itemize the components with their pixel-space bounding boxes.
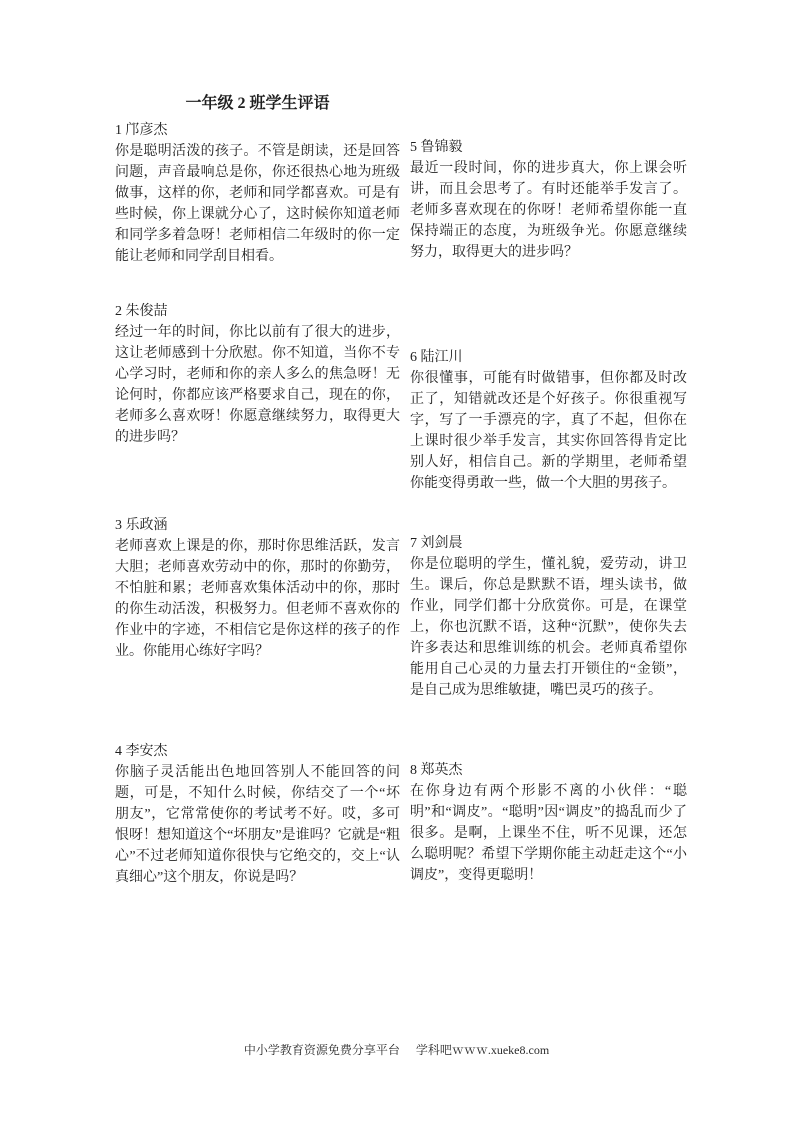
comment-text: 最近一段时间，你的进步真大，你上课会听讲，而且会思考了。有时还能举手发言了。老师多喜欢现在的你呀！老师希望你能一直保持端正的态度，为班级争光。你愿意继续努力，取得更大的进步吗？ xyxy=(410,161,687,260)
footer-site-text: 学科吧ｗｗｗ.xueke8.com xyxy=(415,1043,550,1057)
student-entry-header xyxy=(115,120,400,141)
document-title: 一年级 2 班学生评语 xyxy=(185,95,330,112)
student-entry-6 xyxy=(410,347,687,494)
student-name: 鲁锦毅 xyxy=(420,140,463,155)
student-number: 7 xyxy=(410,536,417,551)
student-entry-3 xyxy=(115,515,400,662)
student-number: 2 xyxy=(115,304,122,319)
student-entry-1 xyxy=(115,120,400,267)
student-number: 8 xyxy=(410,763,417,778)
student-entry-header xyxy=(115,301,400,322)
comment-text: 你脑子灵活能出色地回答别人不能回答的问题，可是，不知什么时候，你结交了一个“坏朋友”，它常常使你的考试考不好。哎，多可恨呀！想知道这个“坏朋友”是谁吗？它就是“粗心”不过老师知道你很快与它绝交的，交上“认真细心”这个朋友，你说是吗？ xyxy=(115,765,400,885)
comment-text: 你很懂事，可能有时做错事，但你都及时改正了，知错就改还是个好孩子。你很重视写字，写了一手漂亮的字，真了不起，但你在上课时很少举手发言，其实你回答得肯定比别人好，相信自己。新的学期里，老师希望你能变得勇敢一些，做一个大胆的男孩子。 xyxy=(410,371,687,491)
student-name: 乐政涵 xyxy=(125,518,168,533)
student-number: 4 xyxy=(115,744,122,759)
comment-text: 你是位聪明的学生，懂礼貌，爱劳动，讲卫生。课后，你总是默默不语，埋头读书，做作业，同学们都十分欣赏你。可是，在课堂上，你也沉默不语，这种“沉默”，使你失去许多表达和思维训练的机会。老师真希望你能用自己心灵的力量去打开锁住的“金锁”，是自己成为思维敏捷，嘴巴灵巧的孩子。 xyxy=(410,557,687,698)
student-entry-8 xyxy=(410,760,687,886)
student-number: 1 xyxy=(115,123,122,138)
student-number: 5 xyxy=(410,140,417,155)
footer-platform-text: 中小学教育资源免费分享平台 xyxy=(243,1043,400,1057)
comment-text: 在你身边有两个形影不离的小伙伴：“聪明”和“调皮”。“聪明”因“调皮”的捣乱而少了很多。是啊，上课坐不住，听不见课，还怎么聪明呢？希望下学期你能主动赶走这个“小调皮”，变得更聪明！ xyxy=(410,784,687,883)
student-entry-header xyxy=(115,515,400,536)
student-name: 郑英杰 xyxy=(420,763,463,778)
student-entry-4 xyxy=(115,741,400,888)
student-number: 3 xyxy=(115,518,122,533)
student-entry-2 xyxy=(115,301,400,448)
page-footer xyxy=(0,1042,793,1058)
comment-text: 经过一年的时间，你比以前有了很大的进步，这让老师感到十分欣慰。你不知道，当你不专心学习时，老师和你的亲人多么的焦急呀！无论何时，你都应该严格要求自己，现在的你，老师多么喜欢呀！你愿意继续努力，取得更大的进步吗？ xyxy=(115,325,400,445)
student-number: 6 xyxy=(410,350,417,365)
student-entry-header xyxy=(410,137,687,158)
student-entry-7 xyxy=(410,533,687,701)
student-entry-header xyxy=(410,347,687,368)
student-name: 朱俊喆 xyxy=(125,304,168,319)
comment-text: 你是聪明活泼的孩子。不管是朗读，还是回答问题，声音最响总是你，你还很热心地为班级做事，这样的你，老师和同学都喜欢。可是有些时候，你上课就分心了，这时候你知道老师和同学多着急呀！老师相信二年级时的你一定能让老师和同学刮目相看。 xyxy=(115,144,400,264)
student-entry-header xyxy=(115,741,400,762)
student-entry-header xyxy=(410,533,687,554)
student-name: 刘剑晨 xyxy=(420,536,463,551)
student-name: 李安杰 xyxy=(125,744,168,759)
student-entry-5 xyxy=(410,137,687,263)
student-entry-header xyxy=(410,760,687,781)
student-name: 邝彦杰 xyxy=(125,123,168,138)
student-name: 陆江川 xyxy=(420,350,463,365)
comment-text: 老师喜欢上课是的你，那时你思维活跃，发言大胆；老师喜欢劳动中的你，那时的你勤劳，不怕脏和累；老师喜欢集体活动中的你，那时的你生动活泼，积极努力。但老师不喜欢你的作业中的字迹，不相信它是你这样的孩子的作业。你能用心练好字吗？ xyxy=(115,539,400,659)
